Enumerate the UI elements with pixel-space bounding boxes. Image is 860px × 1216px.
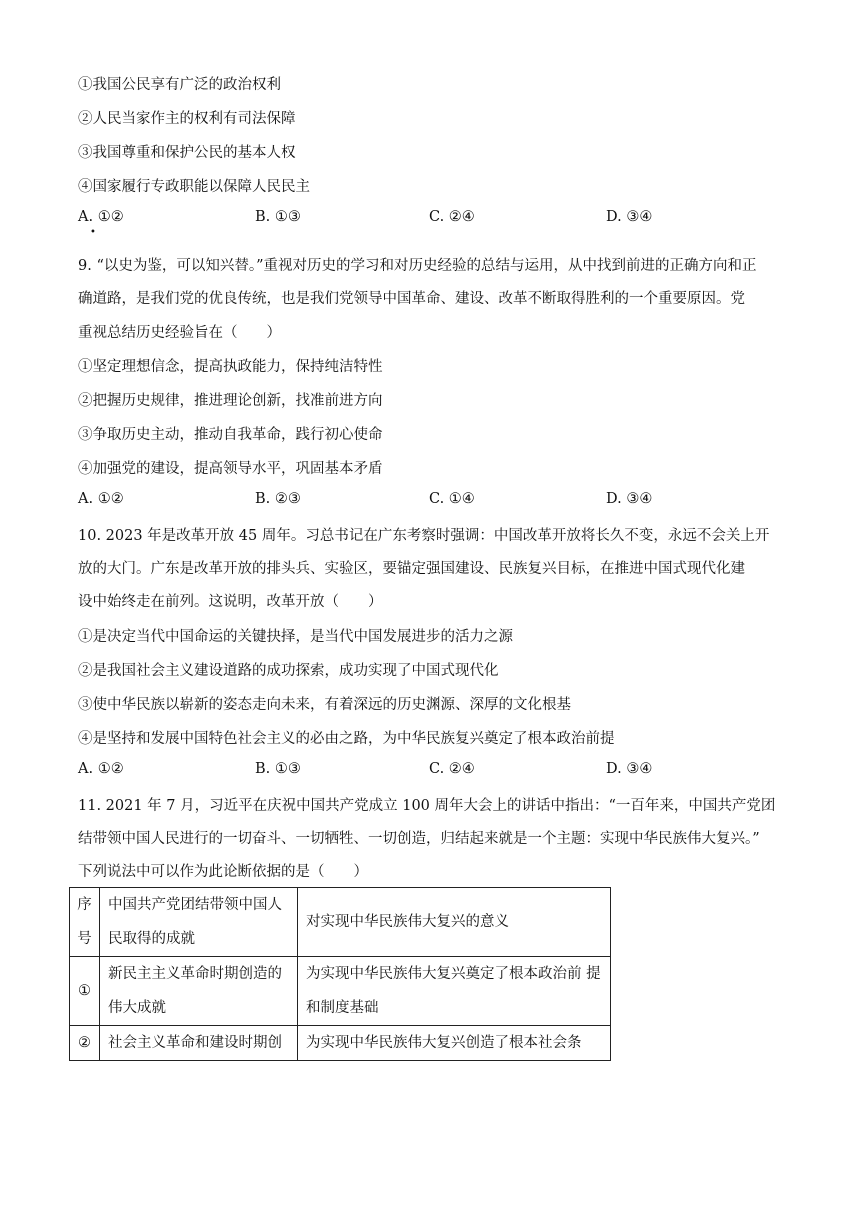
row-2-num: ② bbox=[70, 1026, 100, 1061]
q11-table bbox=[69, 887, 611, 1061]
q10-options bbox=[78, 761, 798, 783]
row-2-meaning-line-1: 为实现中华民族伟大复兴创造了根本社会条 bbox=[306, 1035, 582, 1051]
q8-option-c[interactable]: C. ②④ bbox=[429, 209, 475, 225]
q9-option-b[interactable]: B. ②③ bbox=[255, 491, 301, 507]
row-1-achievement-line-1: 新民主主义革命时期创造的 bbox=[108, 966, 282, 982]
q11-stem-line-2: 结带领中国人民进行的一切奋斗、一切牺牲、一切创造，归结起来就是一个主题：实现中华民族伟大复兴。” bbox=[78, 831, 760, 847]
q10-stem-line-2: 放的大门。广东是改革开放的排头兵、实验区，要锚定强国建设、民族复兴目标，在推进中国式现代化建 bbox=[78, 561, 745, 577]
header-num bbox=[70, 888, 100, 957]
table-header-row bbox=[70, 888, 611, 957]
q10-option-d[interactable]: D. ③④ bbox=[606, 761, 653, 777]
row-2-achievement bbox=[100, 1026, 298, 1061]
q8-item-1: ①我国公民享有广泛的政治权利 bbox=[78, 77, 281, 93]
row-2-achievement-line-1: 社会主义革命和建设时期创 bbox=[108, 1035, 282, 1051]
q8-option-a-dot: • bbox=[90, 227, 96, 238]
q8-option-b[interactable]: B. ①③ bbox=[255, 209, 301, 225]
table-row bbox=[70, 957, 611, 1026]
header-achievement bbox=[100, 888, 298, 957]
q10-item-3: ③使中华民族以崭新的姿态走向未来，有着深远的历史渊源、深厚的文化根基 bbox=[78, 697, 571, 713]
q8-option-a[interactable]: A. ①② bbox=[78, 209, 124, 225]
q10-option-c[interactable]: C. ②④ bbox=[429, 761, 475, 777]
row-1-achievement bbox=[100, 957, 298, 1026]
row-1-achievement-line-2: 伟大成就 bbox=[108, 1000, 166, 1016]
q11-stem-line-3: 下列说法中可以作为此论断依据的是（ ） bbox=[78, 864, 368, 880]
row-2-meaning bbox=[298, 1026, 611, 1061]
q10-stem-line-1: 10. 2023 年是改革开放 45 周年。习总书记在广东考察时强调：中国改革开放将长久不变，永远不会关上开 bbox=[78, 528, 770, 544]
q10-option-a[interactable]: A. ①② bbox=[78, 761, 124, 777]
q8-item-4: ④国家履行专政职能以保障人民民主 bbox=[78, 179, 310, 195]
q9-item-1: ①坚定理想信念，提高执政能力，保持纯洁特性 bbox=[78, 359, 383, 375]
header-num-line-1: 序 bbox=[77, 897, 92, 913]
q9-option-a[interactable]: A. ①② bbox=[78, 491, 124, 507]
header-num-line-2: 号 bbox=[77, 931, 92, 947]
q10-item-2: ②是我国社会主义建设道路的成功探索，成功实现了中国式现代化 bbox=[78, 663, 499, 679]
q9-stem-line-2: 确道路，是我们党的优良传统，也是我们党领导中国革命、建设、改革不断取得胜利的一个重要原因。党 bbox=[78, 291, 745, 307]
q9-option-c[interactable]: C. ①④ bbox=[429, 491, 475, 507]
q9-stem-line-3: 重视总结历史经验旨在（ ） bbox=[78, 325, 281, 341]
q10-item-4: ④是坚持和发展中国特色社会主义的必由之路，为中华民族复兴奠定了根本政治前提 bbox=[78, 731, 615, 747]
q9-options bbox=[78, 491, 798, 513]
q9-stem-line-1: 9. “以史为鉴，可以知兴替。”重视对历史的学习和对历史经验的总结与运用，从中找到前进的正确方向和正 bbox=[78, 258, 757, 274]
q11-stem-line-1: 11. 2021 年 7 月，习近平在庆祝中国共产党成立 100 周年大会上的讲话中指出：“一百年来，中国共产党团 bbox=[78, 798, 776, 814]
row-1-num: ① bbox=[70, 957, 100, 1026]
q9-option-d[interactable]: D. ③④ bbox=[606, 491, 653, 507]
q8-option-d[interactable]: D. ③④ bbox=[606, 209, 653, 225]
q10-item-1: ①是决定当代中国命运的关键抉择，是当代中国发展进步的活力之源 bbox=[78, 629, 513, 645]
header-achievement-line-2: 民取得的成就 bbox=[108, 931, 195, 947]
q9-item-4: ④加强党的建设，提高领导水平，巩固基本矛盾 bbox=[78, 461, 383, 477]
header-achievement-line-1: 中国共产党团结带领中国人 bbox=[108, 897, 282, 913]
q8-item-3: ③我国尊重和保护公民的基本人权 bbox=[78, 145, 296, 161]
header-meaning: 对实现中华民族伟大复兴的意义 bbox=[298, 888, 611, 957]
q8-options bbox=[78, 209, 798, 238]
q10-option-b[interactable]: B. ①③ bbox=[255, 761, 301, 777]
q9-item-2: ②把握历史规律，推进理论创新，找准前进方向 bbox=[78, 393, 383, 409]
q10-stem-line-3: 设中始终走在前列。这说明，改革开放（ ） bbox=[78, 594, 383, 610]
table-row bbox=[70, 1026, 611, 1061]
row-1-meaning-line-1: 为实现中华民族伟大复兴奠定了根本政治前 bbox=[306, 966, 582, 982]
q8-item-2: ②人民当家作主的权利有司法保障 bbox=[78, 111, 296, 127]
row-1-meaning bbox=[298, 957, 611, 1026]
q9-item-3: ③争取历史主动，推动自我革命，践行初心使命 bbox=[78, 427, 383, 443]
row-1-meaning-line-2: 提和制度基础 bbox=[306, 966, 601, 1016]
